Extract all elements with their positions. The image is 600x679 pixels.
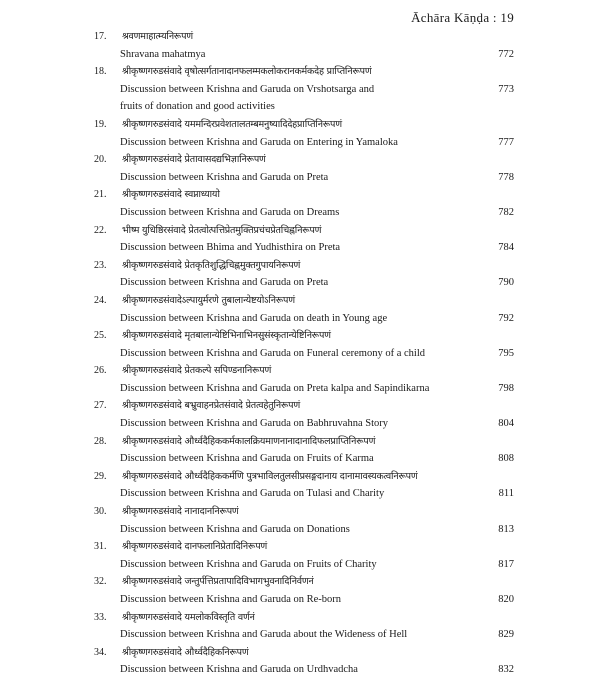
toc-entry xyxy=(0,292,600,327)
sanskrit-title: श्रीकृष्णगरुडसंवादे प्रेतावासदद्यभिज्ञानिरूपणं xyxy=(122,154,266,166)
toc-english-line xyxy=(0,626,600,644)
english-title: Discussion between Krishna and Garuda on Vrshotsarga and xyxy=(120,83,375,95)
page-number: 808 xyxy=(498,453,514,465)
chapter-number: 24. xyxy=(94,294,107,306)
sanskrit-title: श्रीकृष्णगरुडसंवादे वृषोत्सर्गतानादानफलम्मकलोकरानकर्मकदेह प्राप्तिनिरूपणं xyxy=(122,66,372,78)
sanskrit-title: श्रीकृष्णगरुडसंवादे नानादाननिरूपणं xyxy=(122,506,239,518)
sanskrit-title: श्रीकृष्णगरुडसंवादे और्ध्वदैहिककर्मणि पुत्रभाविलतुलसीप्रसङ्गदानाय दानामावस्यकत्वनिरूपणं xyxy=(122,470,418,482)
toc-entry xyxy=(0,362,600,397)
toc-sanskrit-line xyxy=(0,151,600,169)
sanskrit-title: श्रीकृष्णगरुडसंवादेऽल्पायुर्मरणे तुबालान्येष्टयोऽनिरूपणं xyxy=(122,294,295,306)
english-title: Discussion between Krishna and Garuda on Babhruvahna Story xyxy=(120,418,388,430)
page-number: 782 xyxy=(498,206,514,218)
toc-entry xyxy=(0,397,600,432)
chapter-number: 34. xyxy=(94,646,107,658)
sanskrit-title: श्रीकृष्णगरुडसंवादे यममन्दिरप्रवेशतालतम्बमनुष्यादिदेहप्राप्तिनिरूपणं xyxy=(122,118,342,130)
toc-english-line xyxy=(0,345,600,363)
english-title: Discussion between Krishna and Garuda on Fruits of Charity xyxy=(120,558,377,570)
english-title: Discussion between Krishna and Garuda on Preta xyxy=(120,277,329,289)
english-title: Discussion between Krishna and Garuda on Preta kalpa and Sapindikarna xyxy=(120,382,430,394)
english-title: Discussion between Krishna and Garuda on Preta xyxy=(120,171,329,183)
chapter-number: 17. xyxy=(94,31,107,42)
toc-english-line xyxy=(0,310,600,328)
page-number: 820 xyxy=(498,594,514,605)
toc-entry xyxy=(0,222,600,257)
english-title: Discussion between Krishna and Garuda on Fruits of Karma xyxy=(120,453,374,465)
toc-english-line xyxy=(0,521,600,539)
chapter-number: 25. xyxy=(94,330,107,342)
sanskrit-title: श्रीकृष्णगरुडसंवादे बभ्रुवाहनप्रेतसंवादे प्रेतत्वहेतुनिरूपणं xyxy=(122,400,301,412)
sanskrit-title: श्रीकृष्णगरुडसंवादे जन्तुर्पत्तिप्रतापादिविभागभुवनादिनिर्वणनं xyxy=(122,576,314,588)
page-number: 778 xyxy=(498,171,514,183)
toc-entry xyxy=(0,151,600,186)
toc-english-line xyxy=(0,134,600,152)
toc-entry xyxy=(0,433,600,468)
toc-sanskrit-line xyxy=(0,609,600,627)
toc-entry xyxy=(0,327,600,362)
sanskrit-title: श्रीकृष्णगरुडसंवादे और्ध्वदैहिकनिरूपणं xyxy=(122,646,249,658)
english-title: Discussion between Krishna and Garuda on Donations xyxy=(120,523,350,535)
toc-entry xyxy=(0,468,600,503)
toc-entry xyxy=(0,609,600,644)
toc-sanskrit-line xyxy=(0,538,600,556)
page-number: 784 xyxy=(498,242,514,254)
running-header: Āchāra Kāṇḍa : 19 xyxy=(411,10,514,25)
toc-english-line xyxy=(0,169,600,187)
chapter-number: 33. xyxy=(94,611,107,623)
sanskrit-title: श्रीकृष्णगरुडसंवादे प्रेतकल्पे सपिण्डनानिरूपणं xyxy=(122,365,272,377)
chapter-number: 31. xyxy=(94,541,107,553)
page-number: 773 xyxy=(498,83,514,95)
toc-english-line xyxy=(0,485,600,503)
chapter-number: 28. xyxy=(94,435,107,447)
sanskrit-title: श्रीकृष्णगरुडसंवादे स्वप्नाध्यायो xyxy=(122,189,220,201)
toc-entry xyxy=(0,116,600,151)
toc-sanskrit-line xyxy=(0,468,600,486)
toc-sanskrit-line xyxy=(0,116,600,134)
sanskrit-title: श्रीकृष्णगरुडसंवादे मृतबालान्येष्टिभिनाभिनसुसंस्कृतान्येष्टिनिरूपणं xyxy=(122,330,331,342)
chapter-number: 21. xyxy=(94,189,107,201)
sanskrit-title: श्रीकृष्णगरुडसंवादे और्ध्वदैहिककर्मकालक्रियमाणनानादानादिफलप्राप्तिनिरूपणं xyxy=(122,435,376,447)
chapter-number: 18. xyxy=(94,66,107,78)
toc-english-line xyxy=(0,239,600,257)
toc-sanskrit-line xyxy=(0,573,600,591)
page-number: 813 xyxy=(498,523,514,535)
english-title: fruits of donation and good activities xyxy=(120,101,275,113)
chapter-number: 26. xyxy=(94,365,107,377)
english-title: Discussion between Krishna and Garuda on Entering in Yamaloka xyxy=(120,136,398,148)
toc-entry xyxy=(0,538,600,573)
toc-sanskrit-line xyxy=(0,63,600,81)
chapter-number: 22. xyxy=(94,224,107,236)
english-title: Discussion between Krishna and Garuda on death in Young age xyxy=(120,312,388,324)
toc-sanskrit-line xyxy=(0,644,600,662)
sanskrit-title: श्रीकृष्णगरुडसंवादे दानफलानिप्रेतादिनिरूपणं xyxy=(122,541,268,553)
english-title: Discussion between Krishna and Garuda on Dreams xyxy=(120,206,340,218)
toc-sanskrit-line xyxy=(0,222,600,240)
toc-entry xyxy=(0,257,600,292)
toc-sanskrit-line xyxy=(0,186,600,204)
chapter-number: 19. xyxy=(94,118,107,130)
page-number: 817 xyxy=(498,558,514,570)
english-title: Discussion between Krishna and Garuda on Urdhvadcha xyxy=(120,664,358,676)
toc-english-line xyxy=(0,380,600,398)
toc-english-line xyxy=(0,274,600,292)
page-number: 795 xyxy=(498,347,514,359)
sanskrit-title: श्रीकृष्णगरुडसंवादे प्रेतकृतिशुद्धिचिह्नमुक्तगुपायनिरूपणं xyxy=(122,259,301,271)
english-title: Shravana mahatmya xyxy=(120,48,206,60)
chapter-number: 20. xyxy=(94,154,107,166)
page-number: 832 xyxy=(498,664,514,676)
table-of-contents xyxy=(0,28,600,679)
toc-sanskrit-line xyxy=(0,362,600,380)
sanskrit-title: श्रीकृष्णगरुडसंवादे यमलोकविस्तृति वर्णनं xyxy=(122,611,255,623)
page-number: 804 xyxy=(498,418,514,430)
page-number: 772 xyxy=(498,48,514,60)
toc-sanskrit-line xyxy=(0,433,600,451)
page-number: 798 xyxy=(498,382,514,394)
toc-english-line xyxy=(0,98,600,116)
toc-entry xyxy=(0,28,600,63)
chapter-number: 29. xyxy=(94,470,107,482)
page-number: 829 xyxy=(498,629,514,641)
toc-english-line xyxy=(0,204,600,222)
english-title: Discussion between Krishna and Garuda on Funeral ceremony of a child xyxy=(120,347,425,359)
toc-entry xyxy=(0,503,600,538)
toc-english-line xyxy=(0,450,600,468)
sanskrit-title: भीष्म युधिष्ठिरसंवादे प्रेतत्वोत्पत्तिप्रेतमुक्तिप्रचंचप्रेतचिह्ननिरूपणं xyxy=(122,224,322,236)
toc-sanskrit-line xyxy=(0,28,600,46)
toc-sanskrit-line xyxy=(0,292,600,310)
toc-entry xyxy=(0,573,600,608)
toc-sanskrit-line xyxy=(0,257,600,275)
page-number: 790 xyxy=(498,277,514,289)
chapter-number: 30. xyxy=(94,506,107,518)
toc-entry xyxy=(0,63,600,116)
toc-sanskrit-line xyxy=(0,503,600,521)
page-number: 792 xyxy=(498,312,514,324)
chapter-number: 23. xyxy=(94,259,107,271)
toc-english-line xyxy=(0,556,600,574)
chapter-number: 32. xyxy=(94,576,107,588)
english-title: Discussion between Krishna and Garuda about the Wideness of Hell xyxy=(120,629,408,641)
toc-sanskrit-line xyxy=(0,327,600,345)
toc-entry xyxy=(0,186,600,221)
sanskrit-title: श्रवणमाहात्म्यनिरूपणं xyxy=(122,31,193,42)
chapter-number: 27. xyxy=(94,400,107,412)
toc-english-line xyxy=(0,81,600,99)
english-title: Discussion between Bhima and Yudhisthira on Preta xyxy=(120,242,341,254)
toc-english-line xyxy=(0,661,600,679)
toc-sanskrit-line xyxy=(0,397,600,415)
page-number: 777 xyxy=(498,136,514,148)
page-number: 811 xyxy=(498,488,514,500)
toc-english-line xyxy=(0,415,600,433)
toc-english-line xyxy=(0,46,600,64)
english-title: Discussion between Krishna and Garuda on Re-born xyxy=(120,594,342,605)
toc-entry xyxy=(0,644,600,679)
english-title: Discussion between Krishna and Garuda on Tulasi and Charity xyxy=(120,488,385,500)
